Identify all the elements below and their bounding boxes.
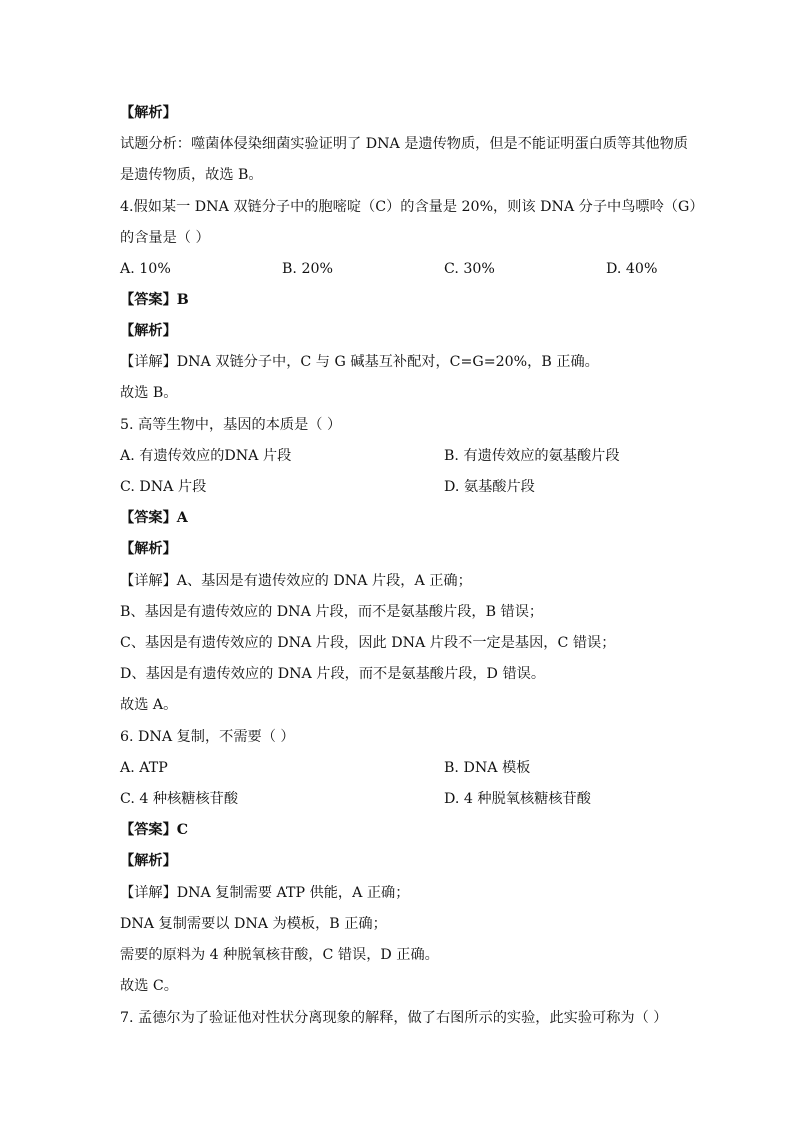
question-4-option-b: B. 20% — [282, 261, 333, 277]
question-4-option-c: C. 30% — [444, 261, 495, 277]
question-4-answer: 【答案】B — [120, 292, 189, 308]
question-5-option-a: A. 有遗传效应的DNA 片段 — [120, 448, 292, 464]
analysis-text-line: 是遗传物质，故选 B。 — [120, 167, 263, 183]
question-6-conclusion: 故选 C。 — [120, 978, 178, 994]
question-4-option-d: D. 40% — [606, 261, 658, 277]
question-5-detail: D、基因是有遗传效应的 DNA 片段，而不是氨基酸片段，D 错误。 — [120, 666, 546, 682]
question-5-conclusion: 故选 A。 — [120, 697, 178, 713]
question-6-option-a: A. ATP — [120, 760, 168, 776]
analysis-text-line: 试题分析：噬菌体侵染细菌实验证明了 DNA 是遗传物质，但是不能证明蛋白质等其他物质 — [120, 136, 688, 152]
question-4-analysis-label: 【解析】 — [120, 323, 177, 339]
question-6-option-c: C. 4 种核糖核苷酸 — [120, 791, 239, 807]
question-6-answer: 【答案】C — [120, 822, 189, 838]
question-6-analysis-label: 【解析】 — [120, 853, 177, 869]
question-5-option-b: B. 有遗传效应的氨基酸片段 — [444, 448, 620, 464]
question-4-option-a: A. 10% — [120, 261, 171, 277]
question-4-stem: 的含量是（ ） — [120, 230, 210, 246]
question-5-detail: C、基因是有遗传效应的 DNA 片段，因此 DNA 片段不一定是基因，C 错误； — [120, 635, 616, 651]
question-7-stem: 7. 孟德尔为了验证他对性状分离现象的解释，做了右图所示的实验，此实验可称为（ ） — [120, 1010, 668, 1026]
question-5-option-d: D. 氨基酸片段 — [444, 479, 535, 495]
question-6-option-b: B. DNA 模板 — [444, 760, 531, 776]
question-4-stem: 4.假如某一 DNA 双链分子中的胞嘧啶（C）的含量是 20%，则该 DNA 分子中鸟嘌呤（G） — [120, 199, 704, 215]
question-4-detail: 【详解】DNA 双链分子中，C 与 G 碱基互补配对，C=G=20%，B 正确。 — [120, 354, 599, 370]
question-6-detail: 需要的原料为 4 种脱氧核苷酸，C 错误，D 正确。 — [120, 947, 439, 963]
question-5-stem: 5. 高等生物中，基因的本质是（ ） — [120, 417, 342, 433]
question-5-answer: 【答案】A — [120, 510, 188, 526]
analysis-label: 【解析】 — [120, 105, 177, 121]
question-6-stem: 6. DNA 复制，不需要（ ） — [120, 729, 295, 745]
question-5-option-c: C. DNA 片段 — [120, 479, 207, 495]
question-6-detail: DNA 复制需要以 DNA 为模板，B 正确； — [120, 916, 387, 932]
question-6-option-d: D. 4 种脱氧核糖核苷酸 — [444, 791, 591, 807]
question-5-analysis-label: 【解析】 — [120, 541, 177, 557]
question-5-detail: 【详解】A、基因是有遗传效应的 DNA 片段，A 正确； — [120, 573, 472, 589]
question-6-detail: 【详解】DNA 复制需要 ATP 供能，A 正确； — [120, 885, 410, 901]
question-5-detail: B、基因是有遗传效应的 DNA 片段，而不是氨基酸片段，B 错误； — [120, 604, 544, 620]
question-4-conclusion: 故选 B。 — [120, 385, 178, 401]
